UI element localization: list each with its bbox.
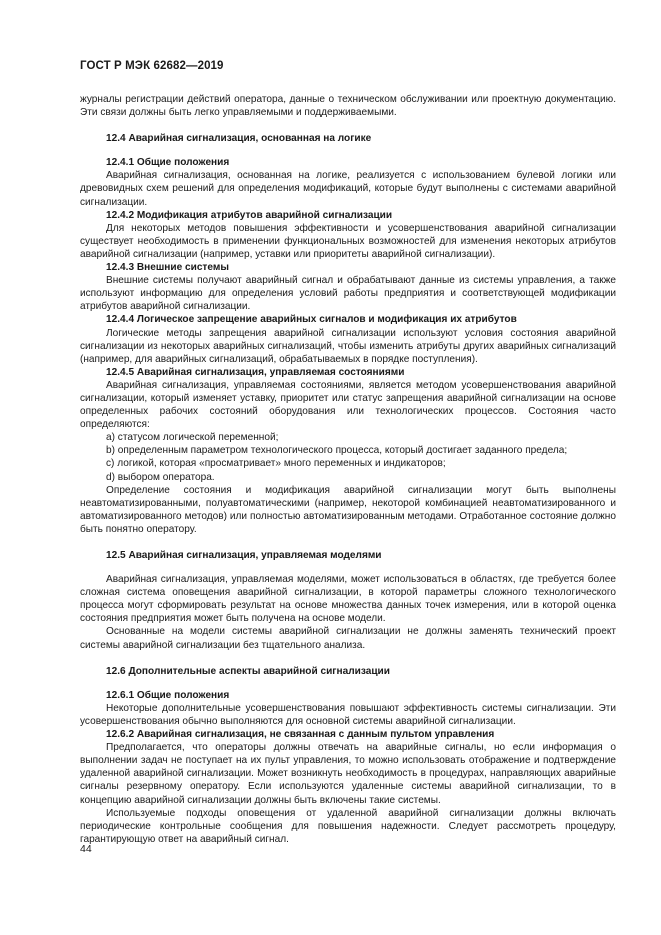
subsection-heading-12-4-1: 12.4.1 Общие положения [106, 157, 230, 169]
subsection-heading-12-4-3: 12.4.3 Внешние системы [106, 262, 229, 274]
paragraph: Предполагается, что операторы должны отвечать на аварийные сигналы, но если информация о выполнении задач не поступает на их пульт управления, то можно использовать отображение и подтверждение удаленной аварийной сигнализации. Может возникнуть необходимость в процедурах, направляющих аварийные сигналы резервному оператору. Если используются удаленные системы аварийной сигнализации, то в концепцию аварийной сигнализации должны быть включены такие системы. [80, 742, 616, 806]
paragraph-continuation: журналы регистрации действий оператора, данные о техническом обслуживании или проектную документацию. Эти связи должны быть легко управляемыми и поддерживаемыми. [80, 94, 616, 119]
paragraph: Аварийная сигнализация, управляемая состояниями, является методом усовершенствования аварийной сигнализации, который изменяет уставку, приоритет или статус запрещения аварийной сигнализации на основе определенных рабочих состояний оборудования или технологических процессов. Состояния часто определяются: [80, 379, 616, 431]
paragraph: Аварийная сигнализация, управляемая моделями, может использоваться в областях, где требуется более сложная система оповещения аварийной сигнализации, в которой параметры сложного технологического процесса могут сформировать результат на основе множества данных точек измерения, или в которой оценка состояния предприятия может быть получена на основе модели. [80, 574, 616, 625]
subsection-heading-12-6-1: 12.6.1 Общие положения [106, 689, 230, 701]
paragraph: Определение состояния и модификация аварийной сигнализации могут быть выполнены неавтоматизированными, полуавтоматическими (например, некоторой комбинацией неавтоматизированного и автоматизированного методов) или полностью автоматизированным методами. Отработанное состояние должно быть понятно оператору. [80, 484, 616, 535]
paragraph: Внешние системы получают аварийный сигнал и обрабатывают данные из системы управления, а также используют информацию для определения условий работы предприятия и соответствующей модификации атрибутов аварийной сигнализации. [80, 275, 616, 313]
standard-header: ГОСТ Р МЭК 62682—2019 [80, 60, 224, 72]
paragraph: Логические методы запрещения аварийной сигнализации используют условия состояния аварийной сигнализации из некоторых аварийных сигнализаций, чтобы изменить атрибуты других аварийных сигнализаций (например, для аварийных сигнализаций, обрабатываемых в порядке поступления). [80, 327, 616, 365]
list-item: d) выбором оператора. [106, 471, 215, 483]
page-number: 44 [80, 843, 92, 855]
list-item: a) статусом логической переменной; [106, 432, 279, 444]
list-item: c) логикой, которая «просматривает» много переменных и индикаторов; [106, 458, 446, 470]
paragraph: Для некоторых методов повышения эффективности и усовершенствования аварийной сигнализации существует необходимость в применении функциональных возможностей для изменения некоторых атрибутов аварийной сигнализации (например, уставки или приоритеты аварийной сигнализации). [80, 222, 616, 260]
document-body [80, 93, 616, 846]
subsection-heading-12-4-4: 12.4.4 Логическое запрещение аварийных сигналов и модификация их атрибутов [106, 314, 517, 326]
paragraph: Основанные на модели системы аварийной сигнализации не должны заменять технический проект системы аварийной сигнализации без тщательного анализа. [80, 626, 616, 651]
section-heading-12-6: 12.6 Дополнительные аспекты аварийной сигнализации [106, 665, 390, 677]
section-heading-12-4: 12.4 Аварийная сигнализация, основанная на логике [106, 133, 372, 145]
paragraph: Используемые подходы оповещения от удаленной аварийной сигнализации должны включать периодические контрольные сообщения для повышения надежности. Следует рассмотреть процедуру, гарантирующую ответ на аварийный сигнал. [80, 807, 616, 845]
subsection-heading-12-4-2: 12.4.2 Модификация атрибутов аварийной сигнализации [106, 209, 393, 221]
subsection-heading-12-4-5: 12.4.5 Аварийная сигнализация, управляемая состояниями [106, 366, 405, 378]
paragraph: Некоторые дополнительные усовершенствования повышают эффективность системы сигнализации. Эти усовершенствования обычно выполняются для основной системы аварийной сигнализации. [80, 702, 616, 727]
paragraph: Аварийная сигнализация, основанная на логике, реализуется с использованием булевой логики или древовидных схем решений для определения модификаций, которые будут выполнены с системами аварийной сигнализации. [80, 170, 616, 208]
section-heading-12-5: 12.5 Аварийная сигнализация, управляемая моделями [106, 550, 382, 561]
subsection-heading-12-6-2: 12.6.2 Аварийная сигнализация, не связанная с данным пультом управления [106, 729, 495, 741]
list-item: b) определенным параметром технологического процесса, который достигает заданного предела; [106, 445, 568, 457]
